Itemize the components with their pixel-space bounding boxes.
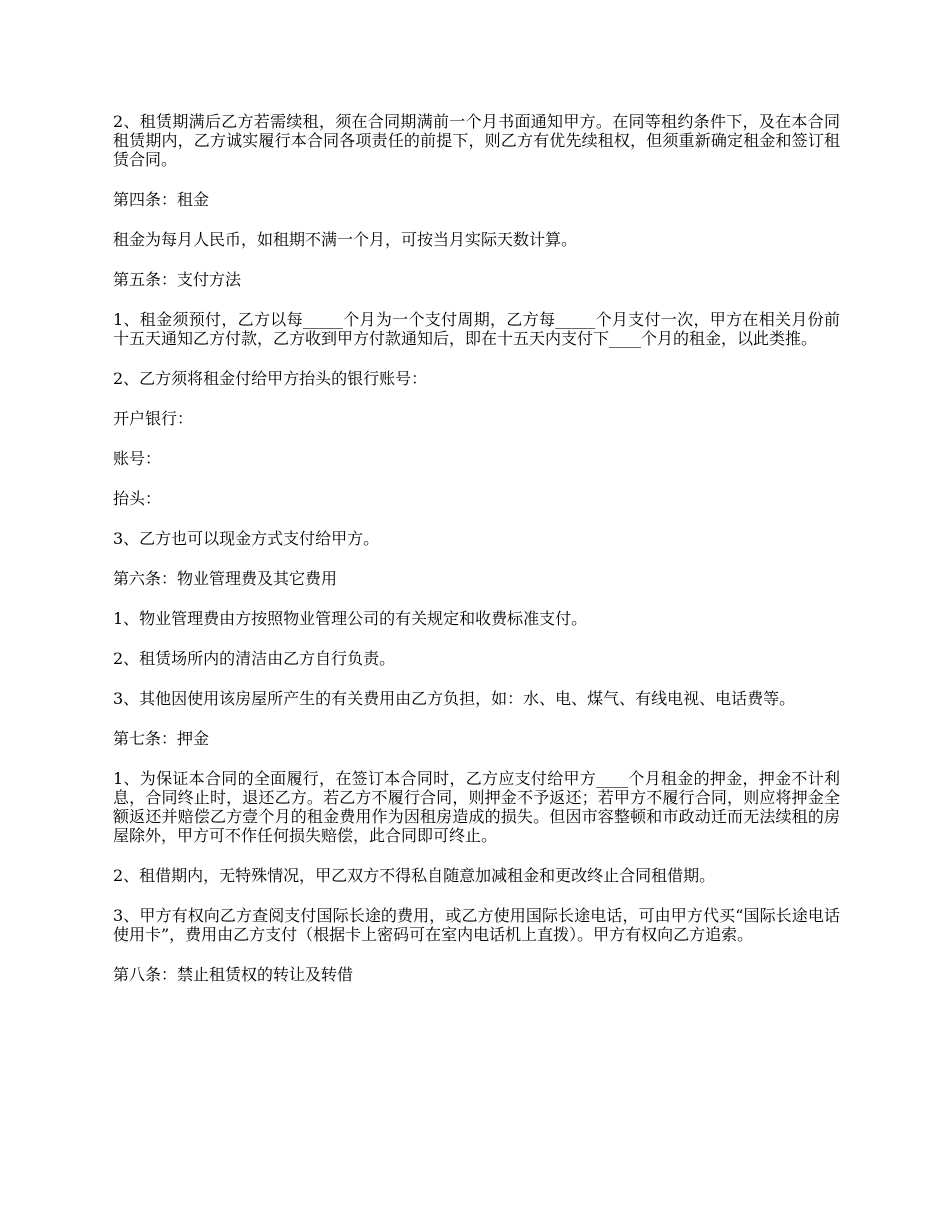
article-4-heading: 第四条：租金 xyxy=(113,190,210,209)
cash-payment-paragraph: 3、乙方也可以现金方式支付给甲方。 xyxy=(113,529,380,548)
article-7-heading: 第七条：押金 xyxy=(113,729,210,748)
payment-cycle-paragraph: 1、租金须预付，乙方以每_____个月为一个支付周期，乙方每_____个月支付一次，甲方在相关月份前十五天通知乙方付款，乙方收到甲方付款通知后，即在十五天内支付下____个月的租金，以此类推。 xyxy=(113,310,840,348)
deposit-paragraph: 1、为保证本合同的全面履行，在签订本合同时，乙方应支付给甲方____个月租金的押金，押金不计利息，合同终止时，退还乙方。若乙方不履行合同，则押金不予返还；若甲方不履行合同，则应将押金全额返还并赔偿乙方壹个月的租金费用作为因租房造成的损失。但因市容整顿和市政动迁而无法续租的房屋除外，甲方可不作任何损失赔偿，此合同即可终止。 xyxy=(113,769,840,845)
rent-paragraph: 租金为每月人民币，如租期不满一个月，可按当月实际天数计算。 xyxy=(113,230,578,249)
bank-account-paragraph: 2、乙方须将租金付给甲方抬头的银行账号： xyxy=(113,369,428,388)
rent-change-paragraph: 2、租借期内，无特殊情况，甲乙双方不得私自随意加减租金和更改终止合同租借期。 xyxy=(113,866,716,885)
bank-name-line: 开户银行： xyxy=(113,409,194,428)
clause-renewal-paragraph: 2、租赁期满后乙方若需续租，须在合同期满前一个月书面通知甲方。在同等租约条件下，及在本合同租赁期内，乙方诚实履行本合同各项责任的前提下，则乙方有优先续租权，但须重新确定租金和签订租赁合同。 xyxy=(113,112,840,169)
international-call-paragraph: 3、甲方有权向乙方查阅支付国际长途的费用，或乙方使用国际长途电话，可由甲方代买“国际长途电话使用卡”，费用由乙方支付（根据卡上密码可在室内电话机上直拨）。甲方有权向乙方追索。 xyxy=(113,906,840,944)
cleaning-paragraph: 2、租赁场所内的清洁由乙方自行负责。 xyxy=(113,649,396,668)
article-8-heading: 第八条：禁止租赁权的转让及转借 xyxy=(113,965,354,984)
article-5-heading: 第五条：支付方法 xyxy=(113,270,242,289)
property-fee-paragraph: 1、物业管理费由方按照物业管理公司的有关规定和收费标准支付。 xyxy=(113,609,588,628)
account-holder-line: 抬头： xyxy=(113,489,162,508)
other-fees-paragraph: 3、其他因使用该房屋所产生的有关费用由乙方负担，如：水、电、煤气、有线电视、电话费等。 xyxy=(113,689,796,708)
account-number-line: 账号： xyxy=(113,449,162,468)
document-page xyxy=(113,112,840,1005)
article-6-heading: 第六条：物业管理费及其它费用 xyxy=(113,569,338,588)
